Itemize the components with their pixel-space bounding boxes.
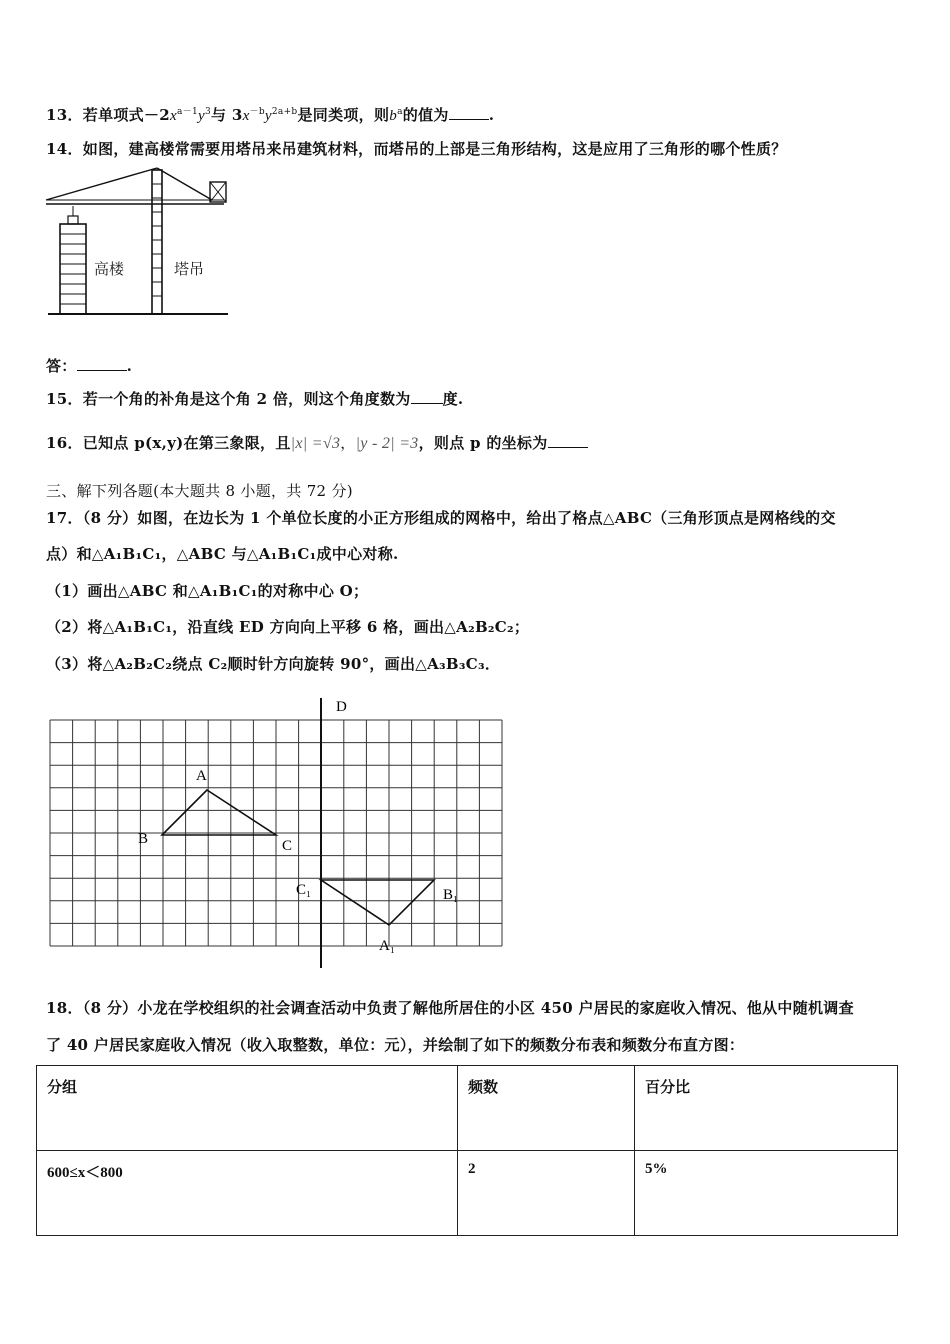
table-header-row [37,1066,898,1151]
cell-percent: 5% [635,1151,898,1236]
question-18-line2: 了 40 户居民家庭收入情况（收入取整数，单位：元），并绘制了如下的频数分布表和频数分布直方图： [46,1036,745,1054]
term1-x: x [170,108,177,124]
abs-x-equation: |x| =√3 [290,435,341,452]
question-13: 13．若单项式$-2x^{a-1}y^3$与 $3x^{-b}y^{2a+b}$是同类项，则$b^a$的值为 . [46,106,495,124]
question-16: 16．已知点 p(x,y)在第三象限，且|x| =√3，|y - 2| =3，则点 p 的坐标为 [46,432,588,453]
question-18-line1: 18．（8 分）小龙在学校组织的社会调查活动中负责了解他所居住的小区 450 户居民的家庭收入情况、他从中随机调查 [46,999,854,1017]
crane-figure [42,164,242,319]
cell-frequency: 2 [458,1151,635,1236]
question-14: 14．如图，建高楼常需要用塔吊来吊建筑材料，而塔吊的上部是三角形结构，这是应用了三角形的哪个性质？ [46,140,787,158]
label-B: B [138,831,149,847]
question-17-item1: （1）画出△ABC 和△A₁B₁C₁的对称中心 O； [46,582,369,600]
jib-cable-left [46,168,157,200]
header-frequency: 频数 [458,1066,635,1151]
label-A1: A₁ [379,938,396,954]
jib-cable-right [157,168,212,200]
question-15: 15．若一个角的补角是这个角 2 倍，则这个角度数为 度. [46,390,464,408]
question-17-line1: 17．（8 分）如图，在边长为 1 个单位长度的小正方形组成的网格中，给出了格点△ABC（三角形顶点是网格线的交 [46,509,836,527]
section-3-heading: 三、解下列各题(本大题共 8 小题，共 72 分) [46,482,353,500]
header-group: 分组 [37,1066,458,1151]
answer-blank[interactable] [548,433,588,448]
answer-blank[interactable] [77,356,127,371]
label-D: D [336,699,347,715]
question-17-line2: 点）和△A₁B₁C₁，△ABC 与△A₁B₁C₁成中心对称. [46,545,399,563]
answer-blank[interactable] [449,105,489,120]
crane-tower [152,170,162,314]
grid [50,720,502,946]
abs-y-equation: |y - 2| =3 [355,435,419,452]
triangle-a1b1c1 [321,880,434,925]
load-block [68,216,78,224]
question-17-item3: （3）将△A₂B₂C₂绕点 C₂顺时针方向旋转 90°，画出△A₃B₃C₃． [46,655,501,673]
frequency-table [36,1065,898,1236]
triangle-abc [162,790,276,835]
answer-14: 答： . [46,357,133,375]
label-C: C [282,838,293,854]
table-row [37,1151,898,1236]
question-17-item2: （2）将△A₁B₁C₁，沿直线 ED 方向向上平移 6 格，画出△A₂B₂C₂； [46,618,530,636]
label-building: 高楼 [94,262,125,278]
building [60,224,86,314]
label-crane: 塔吊 [174,262,205,278]
label-A: A [196,768,207,784]
label-B1: B₁ [443,887,459,903]
answer-blank[interactable] [411,389,443,404]
grid-figure [40,690,520,980]
header-percent: 百分比 [635,1066,898,1151]
cell-group: 600≤x＜800 [37,1151,458,1236]
label-C1: C₁ [296,882,312,898]
